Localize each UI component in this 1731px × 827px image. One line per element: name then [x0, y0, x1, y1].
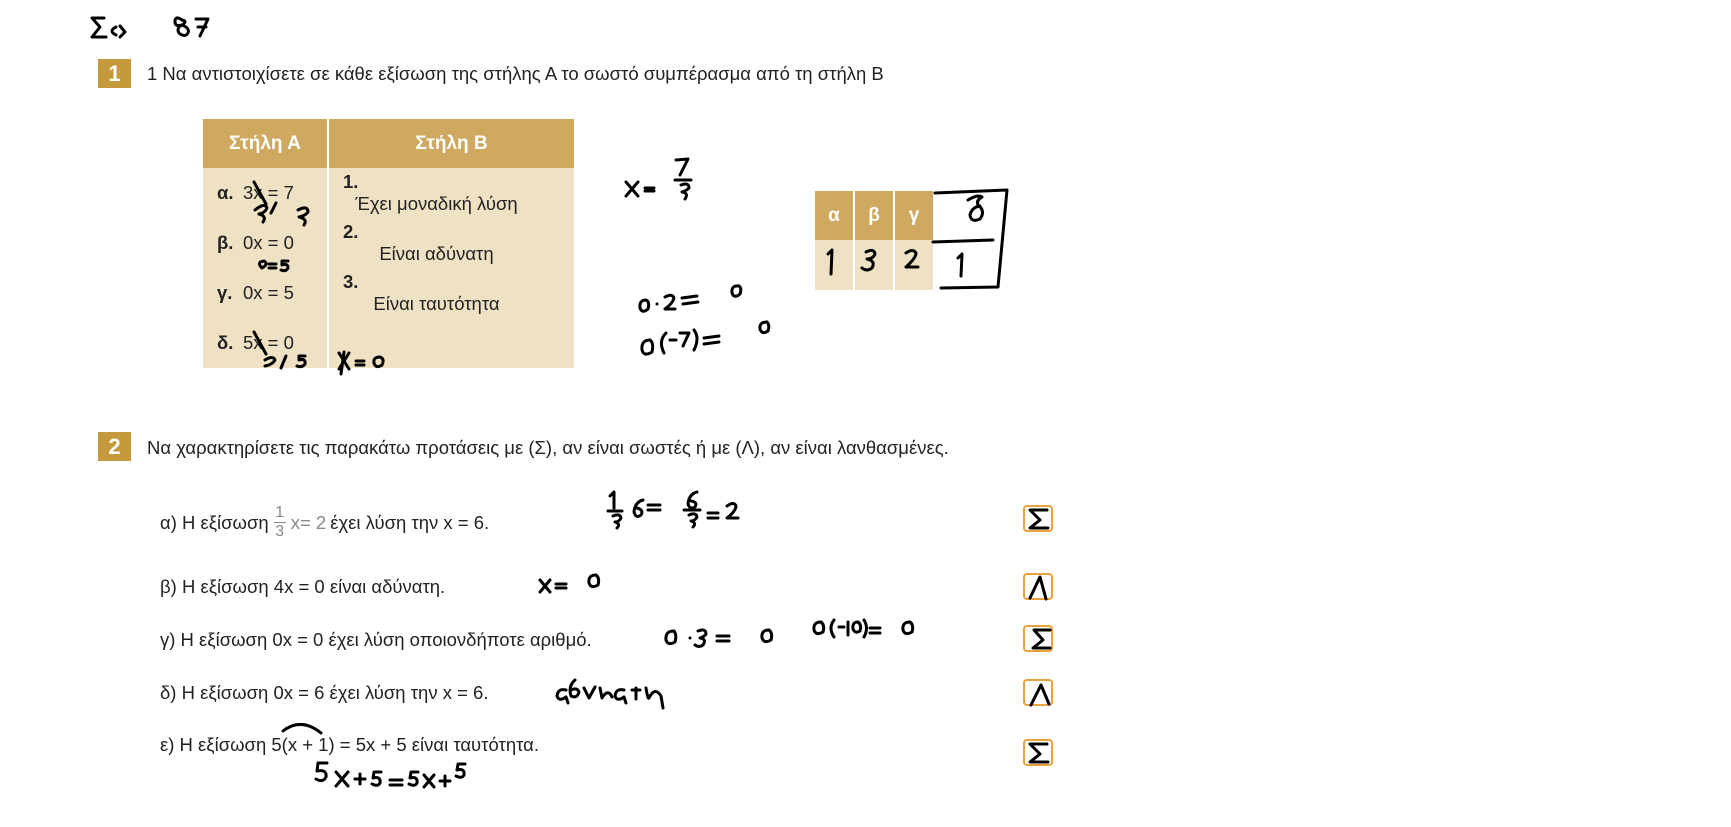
option-number: 3.	[343, 271, 359, 292]
exercise-number-badge: 1	[98, 59, 131, 88]
option-number: 1.	[343, 171, 359, 192]
equation: 0x = 5	[243, 282, 294, 303]
row-label: β.	[217, 232, 234, 253]
statement-expression: x= 2	[290, 511, 327, 533]
row-label: α.	[217, 182, 234, 203]
statement-b: β) Η εξίσωση 4x = 0 είναι αδύνατη.	[160, 576, 446, 597]
option-text: Έχει μοναδική λύση	[355, 193, 518, 214]
equation: 5x = 0	[243, 332, 294, 353]
equation: 0x = 0	[243, 232, 294, 253]
answer-header: α	[815, 191, 854, 240]
option-text: Είναι αδύνατη	[379, 243, 494, 264]
answer-header: γ	[894, 191, 934, 240]
exercise-heading: Να χαρακτηρίσετε τις παρακάτω προτάσεις με (Σ), αν είναι σωστές ή με (Λ), αν είναι λανθασμένες.	[147, 437, 949, 458]
option-number: 2.	[343, 221, 359, 242]
exercise-heading: 1 Να αντιστοιχίσετε σε κάθε εξίσωση της στήλης Α το σωστό συμπέρασμα από τη στήλη Β	[147, 63, 884, 84]
fraction-numerator: 1	[275, 504, 285, 521]
statement-d: δ) Η εξίσωση 0x = 6 έχει λύση την x = 6.	[160, 682, 489, 703]
fraction-denominator: 3	[275, 523, 285, 540]
exercise-number-badge: 2	[98, 432, 131, 461]
statement-text: α) Η εξίσωση	[160, 511, 269, 533]
column-b-header: Στήλη Β	[328, 119, 574, 168]
answer-header: β	[854, 191, 894, 240]
option-text: Είναι ταυτότητα	[373, 293, 500, 314]
row-label: γ.	[217, 282, 233, 303]
statement-text: έχει λύση την x = 6.	[330, 511, 490, 533]
statement-e: ε) Η εξίσωση 5(x + 1) = 5x + 5 είναι ταυτότητα.	[160, 734, 539, 755]
statement-c: γ) Η εξίσωση 0x = 0 έχει λύση οποιονδήποτε αριθμό.	[160, 629, 592, 650]
row-label: δ.	[217, 332, 234, 353]
column-a-header: Στήλη Α	[203, 119, 328, 168]
equation: 3x = 7	[243, 182, 294, 203]
